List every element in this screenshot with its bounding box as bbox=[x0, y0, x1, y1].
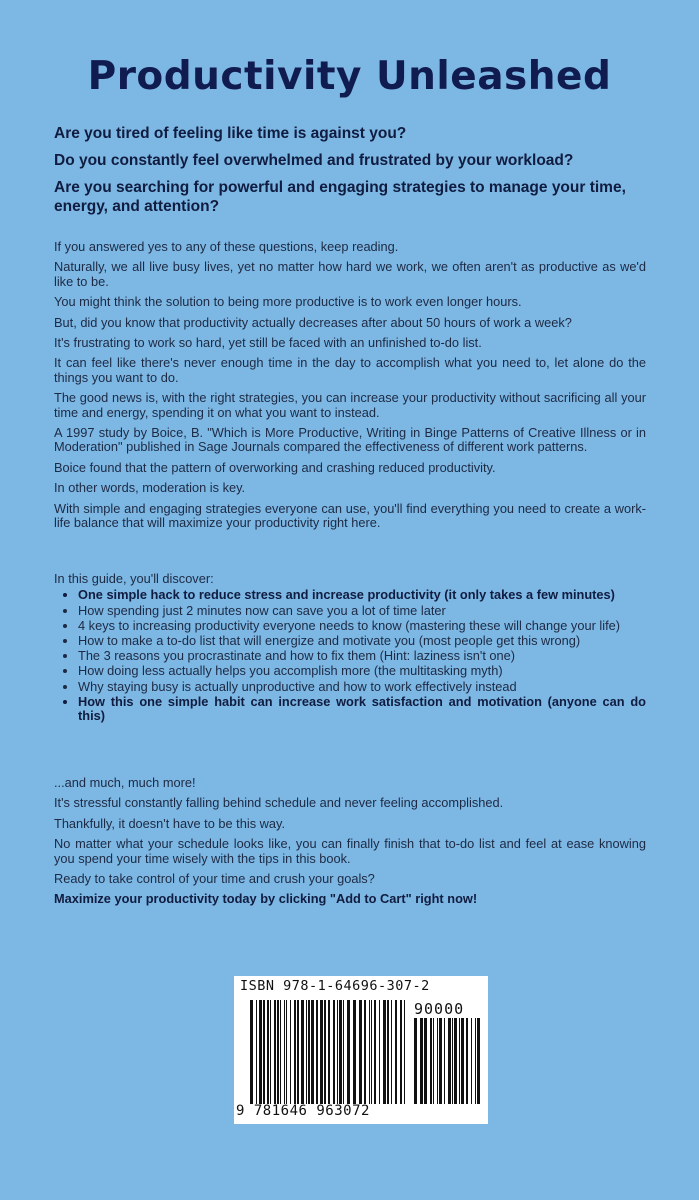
guide-item: • How doing less actually helps you accomplish more (the multitasking myth) bbox=[78, 664, 646, 678]
barcode-bar bbox=[459, 1018, 460, 1104]
barcode-bar bbox=[280, 1000, 281, 1104]
barcode-bar bbox=[250, 1000, 253, 1104]
paragraph: In other words, moderation is key. bbox=[54, 480, 246, 496]
barcode-bar bbox=[286, 1000, 287, 1104]
barcode-bar bbox=[466, 1018, 468, 1104]
barcode-bar bbox=[301, 1000, 304, 1104]
barcode-bar bbox=[420, 1018, 423, 1104]
guide-item: • How to make a to-do list that will energize and motivate you (most people get this wrong) bbox=[78, 634, 646, 648]
barcode-bar bbox=[339, 1000, 342, 1104]
barcode-bar bbox=[324, 1000, 326, 1104]
barcode-bar bbox=[437, 1018, 438, 1104]
paragraph: A 1997 study by Boice, B. "Which is More Productive, Writing in Binge Patterns of Creative Illness or in Moderation" published in Sage Journals compared the effectiveness of different work patterns. bbox=[54, 425, 646, 455]
paragraph: It's frustrating to work so hard, yet still be faced with an unfinished to-do list. bbox=[54, 335, 482, 351]
isbn-number: ISBN 978-1-64696-307-2 bbox=[240, 978, 430, 994]
barcode-bar bbox=[471, 1018, 472, 1104]
barcode-bar bbox=[461, 1018, 464, 1104]
paragraph: It can feel like there's never enough time in the day to accomplish what you need to, let alone do the things you want to do. bbox=[54, 355, 646, 385]
barcode-bar bbox=[444, 1018, 445, 1104]
barcode-bar bbox=[448, 1018, 451, 1104]
guide-item: • 4 keys to increasing productivity everyone needs to know (mastering these will change your life) bbox=[78, 619, 646, 633]
barcode-bar bbox=[414, 1018, 417, 1104]
closing-section bbox=[54, 776, 646, 913]
guide-list bbox=[54, 588, 646, 723]
intro-questions bbox=[54, 124, 654, 224]
paragraph: If you answered yes to any of these questions, keep reading. bbox=[54, 239, 399, 254]
guide-intro: In this guide, you'll discover: bbox=[54, 571, 214, 586]
barcode-bar bbox=[284, 1000, 285, 1104]
barcode-bar bbox=[371, 1000, 372, 1104]
barcode-bar bbox=[454, 1018, 457, 1104]
paragraph: Thankfully, it doesn't have to be this way. bbox=[54, 815, 286, 831]
paragraph: Naturally, we all live busy lives, yet no matter how hard we work, we often aren't as productive as we'd like to be. bbox=[54, 259, 646, 289]
barcode-bar bbox=[477, 1018, 480, 1104]
barcode-bar bbox=[433, 1018, 434, 1104]
paragraph: With simple and engaging strategies everyone can use, you'll find everything you need to create a work-life balance that will maximize your productivity right here. bbox=[54, 500, 646, 531]
barcode-bar bbox=[347, 1000, 350, 1104]
guide-item: • Why staying busy is actually unproductive and how to work effectively instead bbox=[78, 680, 646, 694]
paragraph: You might think the solution to being more productive is to work even longer hours. bbox=[54, 294, 522, 310]
barcode-bar bbox=[430, 1018, 432, 1104]
book-title: Productivity Unleashed bbox=[87, 54, 612, 99]
paragraph: Ready to take control of your time and crush your goals? bbox=[54, 871, 375, 887]
barcode-bar bbox=[364, 1000, 366, 1104]
question: Do you constantly feel overwhelmed and frustrated by your workload? bbox=[54, 152, 574, 169]
barcode-bar bbox=[359, 1000, 362, 1104]
barcode-bar bbox=[297, 1000, 299, 1104]
barcode-bar bbox=[475, 1018, 476, 1104]
call-to-action: Maximize your productivity today by clicking "Add to Cart" right now! bbox=[54, 891, 478, 907]
barcode-bar bbox=[311, 1000, 314, 1104]
barcode-bar bbox=[400, 1000, 402, 1104]
barcode-bar bbox=[391, 1000, 392, 1104]
barcode-bar bbox=[270, 1000, 271, 1104]
barcode-bar bbox=[308, 1000, 310, 1104]
barcode-bar bbox=[383, 1000, 386, 1104]
paragraph: It's stressful constantly falling behind schedule and never feeling accomplished. bbox=[54, 795, 504, 811]
paragraph: ...and much, much more! bbox=[54, 775, 196, 790]
barcode-bar bbox=[333, 1000, 335, 1104]
question: Are you tired of feeling like time is against you? bbox=[54, 125, 407, 142]
paragraph: The good news is, with the right strategies, you can increase your productivity without sacrificing all your time and energy, spending it on what you want to instead. bbox=[54, 390, 646, 420]
barcode-bar bbox=[374, 1000, 376, 1104]
ean-number: 9 781646 963072 bbox=[236, 1103, 370, 1119]
barcode-bar bbox=[452, 1018, 453, 1104]
description-body bbox=[54, 240, 646, 537]
barcode-bar bbox=[337, 1000, 338, 1104]
paragraph: But, did you know that productivity actually decreases after about 50 hours of work a week? bbox=[54, 314, 572, 330]
barcode-bar bbox=[294, 1000, 296, 1104]
guide-item: • How this one simple habit can increase work satisfaction and motivation (anyone can do this) bbox=[78, 695, 646, 723]
barcode-bar bbox=[404, 1000, 405, 1104]
guide-item: • The 3 reasons you procrastinate and how to fix them (Hint: laziness isn't one) bbox=[78, 649, 646, 663]
barcode-bar bbox=[424, 1018, 427, 1104]
barcode-bar bbox=[274, 1000, 276, 1104]
barcode-bar bbox=[353, 1000, 356, 1104]
barcode-bar bbox=[369, 1000, 370, 1104]
guide-section bbox=[54, 572, 646, 724]
barcode-bar bbox=[267, 1000, 269, 1104]
guide-item: • One simple hack to reduce stress and increase productivity (it only takes a few minutes) bbox=[78, 588, 646, 602]
barcode-bar bbox=[320, 1000, 323, 1104]
barcode-bar bbox=[379, 1000, 380, 1104]
barcode-bar bbox=[290, 1000, 291, 1104]
barcode-bar bbox=[256, 1000, 257, 1104]
barcode-bar bbox=[343, 1000, 344, 1104]
barcode-bar bbox=[306, 1000, 307, 1104]
guide-item: • How spending just 2 minutes now can save you a lot of time later bbox=[78, 604, 646, 618]
barcode-bars bbox=[234, 976, 488, 1124]
price-code: 90000 bbox=[414, 1000, 465, 1018]
paragraph: No matter what your schedule looks like, you can finally finish that to-do list and feel at ease knowing you spend your time wisely with the tips in this book. bbox=[54, 836, 646, 866]
barcode-bar bbox=[395, 1000, 397, 1104]
barcode-bar bbox=[263, 1000, 265, 1104]
barcode-bar bbox=[259, 1000, 262, 1104]
barcode-bar bbox=[439, 1018, 442, 1104]
barcode-bar bbox=[387, 1000, 389, 1104]
isbn-barcode bbox=[234, 976, 488, 1124]
barcode-bar bbox=[316, 1000, 318, 1104]
paragraph: Boice found that the pattern of overworking and crashing reduced productivity. bbox=[54, 459, 496, 475]
barcode-bar bbox=[328, 1000, 330, 1104]
question: Are you searching for powerful and engaging strategies to manage your time, energy, and attention? bbox=[54, 179, 626, 215]
barcode-bar bbox=[277, 1000, 279, 1104]
